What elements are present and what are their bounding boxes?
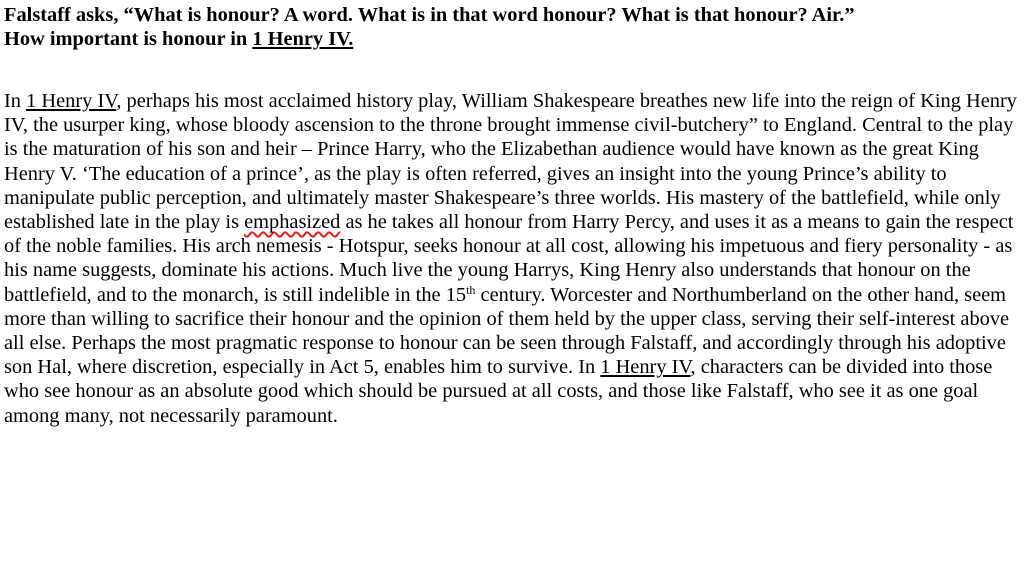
essay-text-5: , characters can be divided into those who see honour as an absolute good which should be pursued at all costs, and those like Falstaff, who see it as one goal among many, not necessarily paramount. [4, 356, 993, 427]
ordinal-superscript: th [466, 282, 476, 297]
paragraph-spacer [4, 51, 1022, 89]
essay-text-4: century. Worcester and Northumberland on the other hand, seem more than willing to sacrifice their honour and the opinion of them held by the upper class, serving their self-interest above all else. Perhaps the most pragmatic response to honour can be seen through Falstaff, and accordingly through his adoptive son Hal, where discretion, especially in Act 5, enables him to survive. In [4, 283, 1010, 379]
document-page [4, 3, 1022, 428]
question-play-title: 1 Henry IV. [252, 28, 354, 50]
essay-text-1: In [4, 90, 27, 112]
essay-text-3: as he takes all honour from Harry Percy, and uses it as a means to gain the respect of the noble families. His arch nemesis - Hotspur, seeks honour at all cost, allowing his impetuous and fiery personality - as his name suggests, dominate his actions. Much live the young Harrys, King Henry also understands that honour on the battlefield, and to the monarch, is still indelible in the 15 [4, 211, 1014, 306]
play-title-2: 1 Henry IV [600, 356, 691, 379]
essay-question [4, 3, 1022, 51]
essay-paragraph[interactable] [4, 89, 1022, 428]
question-line-2-prefix: How important is honour in [4, 28, 253, 50]
essay-text-2: , perhaps his most acclaimed history play, William Shakespeare breathes new life into the reign of King Henry IV, the usurper king, whose bloody ascension to the throne brought immense civil-butchery” to England. Central to the play is the maturation of his son and heir – Prince Harry, who the Elizabethan audience would have known as the great King Henry V. ‘The education of a prince’, as the play is often referred, gives an insight into the young Prince’s ability to manipulate public perception, and ultimately master Shakespeare’s three worlds. His mastery of the battlefield, while only established late in the play is [4, 90, 1017, 234]
play-title-1: 1 Henry IV [26, 90, 117, 112]
spelling-error-word[interactable]: emphasized [244, 211, 341, 234]
question-line-1: Falstaff asks, “What is honour? A word. What is in that word honour? What is that honour? Air.” [4, 4, 855, 26]
